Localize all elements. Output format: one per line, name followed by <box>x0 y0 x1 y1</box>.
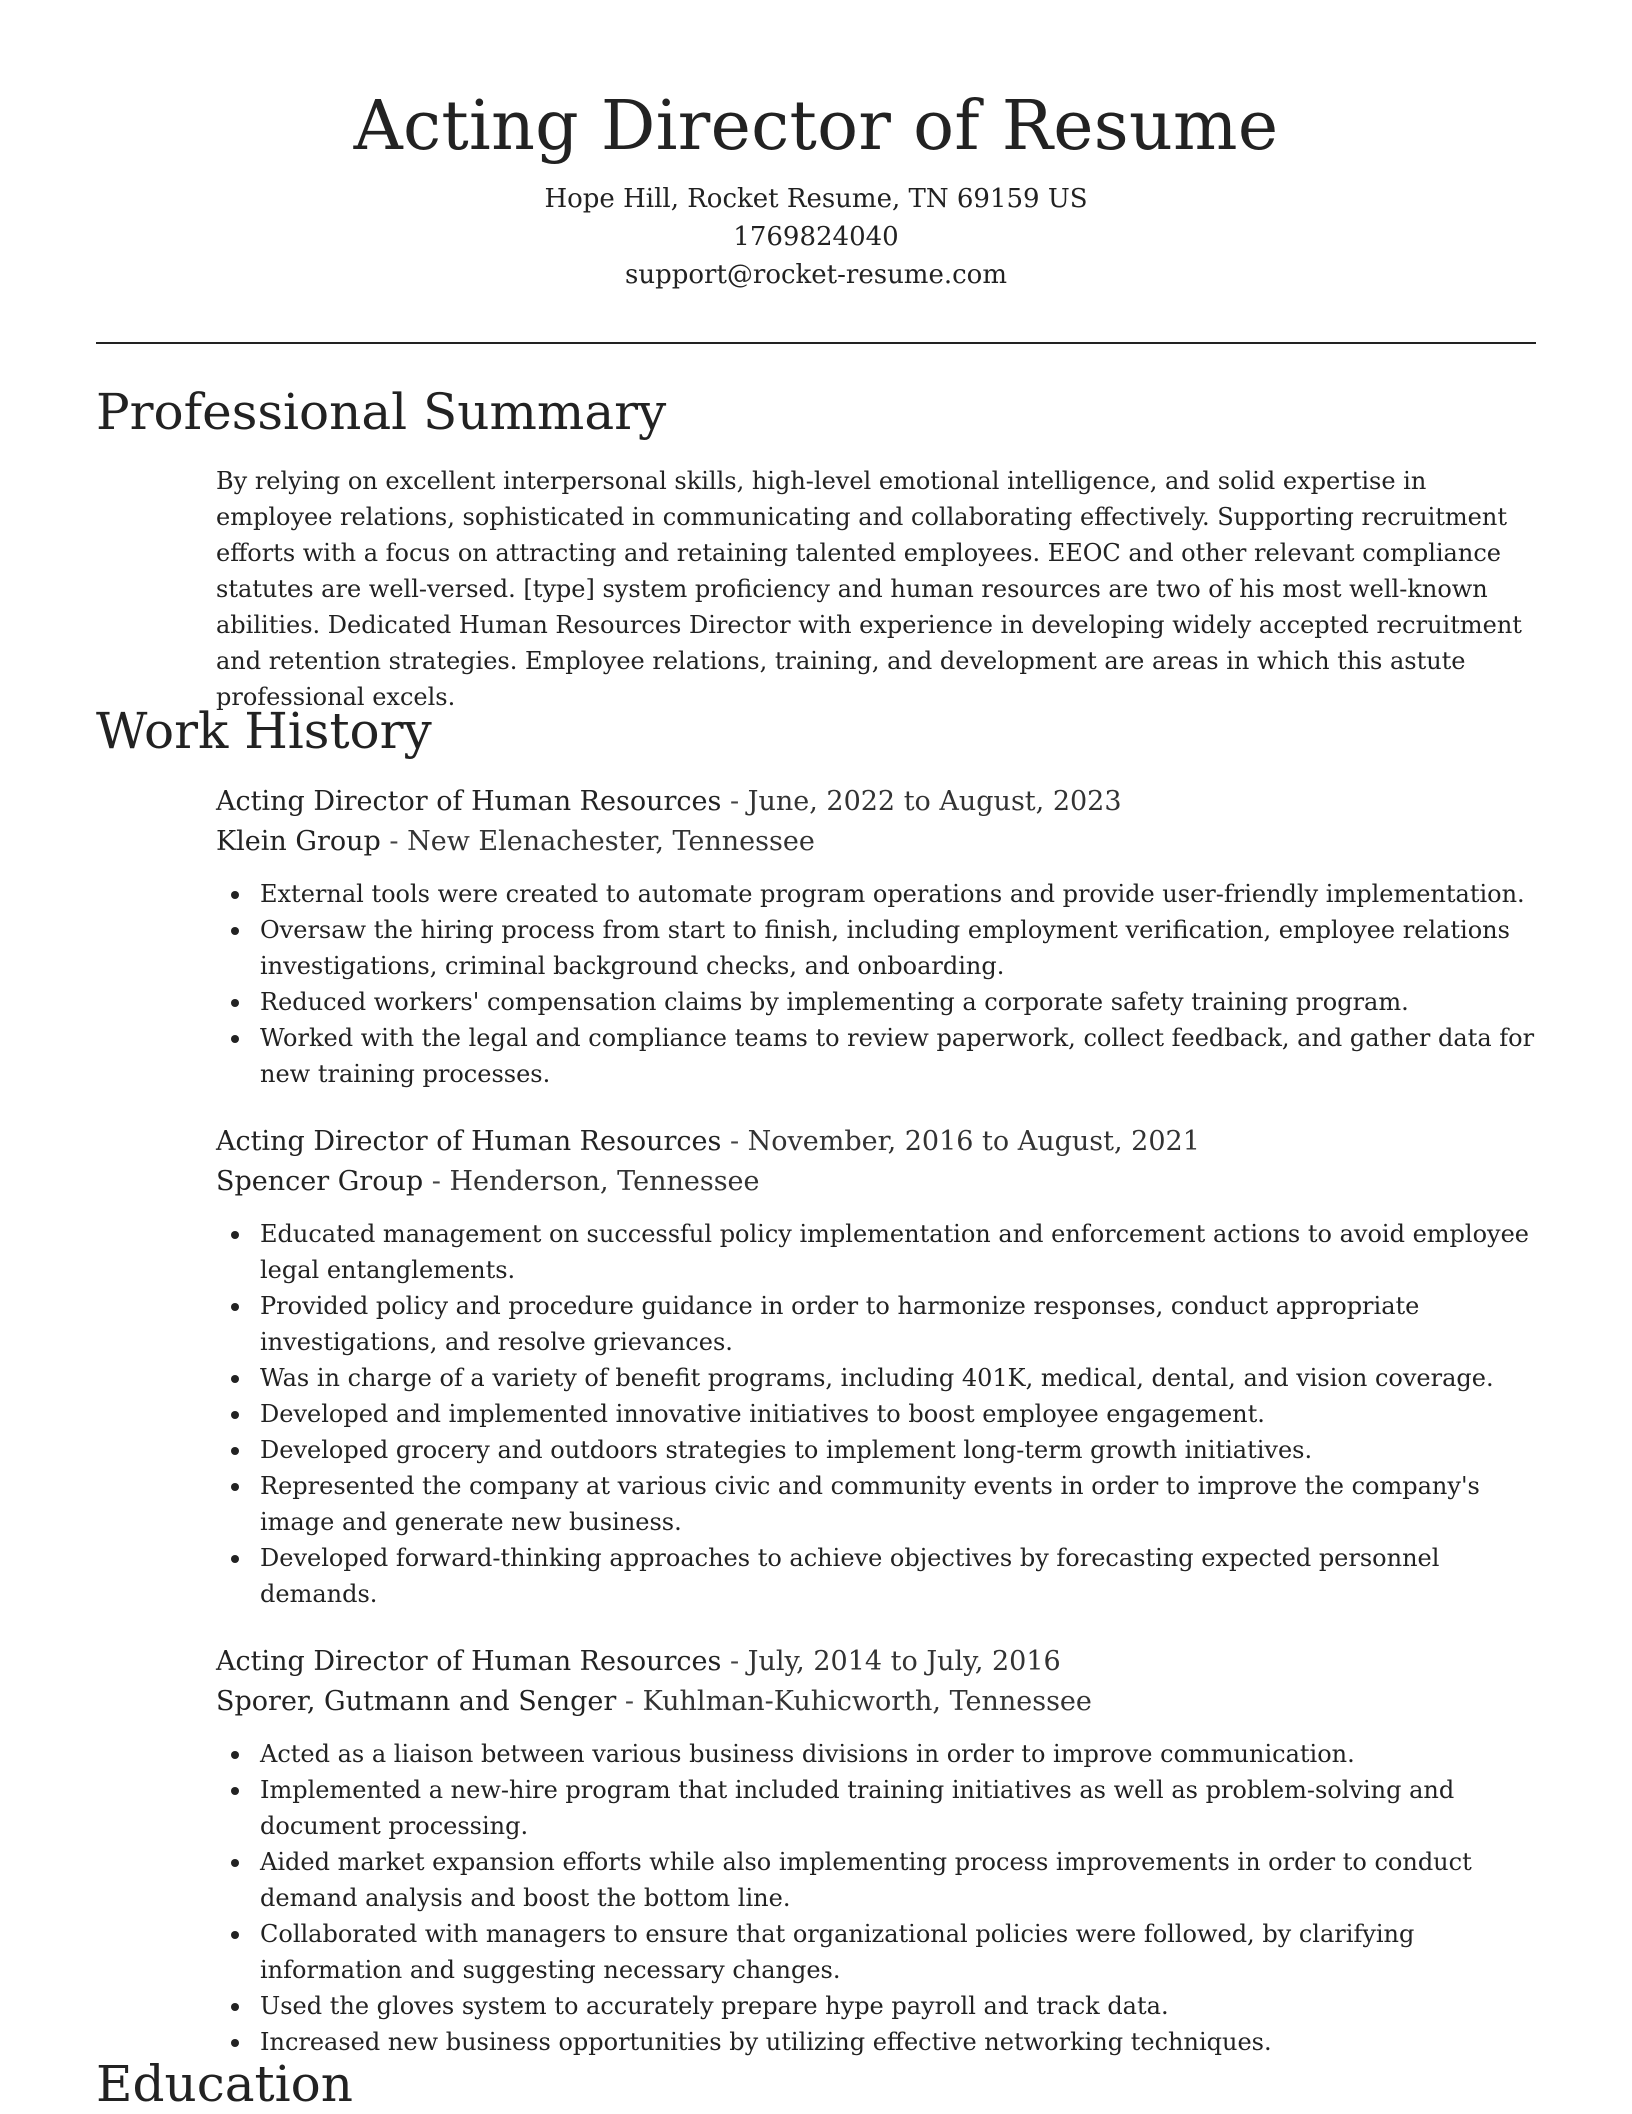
summary-text: By relying on excellent interpersonal skills, high-level emotional intelligence, and solid expertise in employee relations, sophisticated in communicating and collaborating effectively. Supporting recruitment efforts with a focus on attracting and retaining talented employees. EEOC and other relevant compliance statutes are well-versed. [type] system proficiency and human resources are two of his most well-known abilities. Dedicated Human Resources Director with experience in developing widely accepted recruitment and retention strategies. Employee relations, training, and development are areas in which this astute professional excels. <box>216 467 1522 711</box>
list-item: Used the gloves system to accurately prepare hype payroll and track data. <box>260 1988 1536 2024</box>
job-location: Henderson, Tennessee <box>449 1166 760 1197</box>
list-item: Collaborated with managers to ensure that organizational policies were followed, by clarifying information and suggesting necessary changes. <box>260 1916 1536 1988</box>
job-entry <box>216 1122 1536 1612</box>
section-title-work-history: Work History <box>96 702 432 760</box>
contact-block <box>0 180 1632 294</box>
job-entry <box>216 782 1536 1092</box>
job-role: Acting Director of Human Resources <box>216 1646 722 1677</box>
job-company: Klein Group <box>216 826 381 857</box>
job-bullets <box>216 1736 1536 2060</box>
list-item: Represented the company at various civic and community events in order to improve the company's image and generate new business. <box>260 1468 1536 1540</box>
job-role: Acting Director of Human Resources <box>216 1126 722 1157</box>
job-entry <box>216 1642 1536 2060</box>
email-address: support@rocket-resume.com <box>624 260 1007 290</box>
job-location: Kuhlman-Kuhicworth, Tennessee <box>642 1686 1092 1717</box>
job-company: Spencer Group <box>216 1166 424 1197</box>
resume-header <box>0 0 1632 294</box>
list-item: Aided market expansion efforts while also implementing process improvements in order to conduct demand analysis and boost the bottom line. <box>260 1844 1536 1916</box>
list-item: Implemented a new-hire program that included training initiatives as well as problem-solving and document processing. <box>260 1772 1536 1844</box>
resume-title: Acting Director of Resume <box>353 87 1279 166</box>
list-item: Increased new business opportunities by utilizing effective networking techniques. <box>260 2024 1536 2060</box>
separator: - <box>423 1166 450 1197</box>
job-title-line <box>216 1122 1536 1162</box>
job-title-line <box>216 782 1536 822</box>
separator: - <box>616 1686 643 1717</box>
job-title-line <box>216 1642 1536 1682</box>
separator: - <box>721 786 748 817</box>
separator: - <box>721 1646 748 1677</box>
list-item: Educated management on successful policy implementation and enforcement actions to avoid employee legal entanglements. <box>260 1216 1536 1288</box>
job-company-line <box>216 1162 1536 1202</box>
job-dates: July, 2014 to July, 2016 <box>747 1646 1061 1677</box>
phone-number: 1769824040 <box>733 222 899 252</box>
job-dates: November, 2016 to August, 2021 <box>747 1126 1200 1157</box>
list-item: Developed forward-thinking approaches to achieve objectives by forecasting expected personnel demands. <box>260 1540 1536 1612</box>
list-item: Developed and implemented innovative initiatives to boost employee engagement. <box>260 1396 1536 1432</box>
list-item: Acted as a liaison between various business divisions in order to improve communication. <box>260 1736 1536 1772</box>
list-item: Provided policy and procedure guidance in order to harmonize responses, conduct appropriate investigations, and resolve grievances. <box>260 1288 1536 1360</box>
list-item: Developed grocery and outdoors strategies to implement long-term growth initiatives. <box>260 1432 1536 1468</box>
job-bullets <box>216 1216 1536 1612</box>
list-item: Reduced workers' compensation claims by implementing a corporate safety training program. <box>260 984 1536 1020</box>
job-role: Acting Director of Human Resources <box>216 786 722 817</box>
separator: - <box>721 1126 748 1157</box>
job-company-line <box>216 1682 1536 1722</box>
separator: - <box>380 826 408 857</box>
list-item: Was in charge of a variety of benefit programs, including 401K, medical, dental, and vision coverage. <box>260 1360 1536 1396</box>
job-company-line <box>216 822 1536 862</box>
list-item: External tools were created to automate program operations and provide user-friendly implementation. <box>260 876 1536 912</box>
address-line: Hope Hill, Rocket Resume, TN 69159 US <box>544 184 1088 214</box>
work-history-list <box>216 782 1536 2090</box>
job-company: Sporer, Gutmann and Senger <box>216 1686 617 1717</box>
job-location: New Elenachester, Tennessee <box>407 826 815 857</box>
section-title-summary: Professional Summary <box>96 383 667 441</box>
section-title-education: Education <box>96 2055 353 2113</box>
job-dates: June, 2022 to August, 2023 <box>747 786 1122 817</box>
header-divider <box>96 342 1536 344</box>
list-item: Oversaw the hiring process from start to finish, including employment verification, employee relations investigations, criminal background checks, and onboarding. <box>260 912 1536 984</box>
job-bullets <box>216 876 1536 1092</box>
list-item: Worked with the legal and compliance teams to review paperwork, collect feedback, and gather data for new training processes. <box>260 1020 1536 1092</box>
